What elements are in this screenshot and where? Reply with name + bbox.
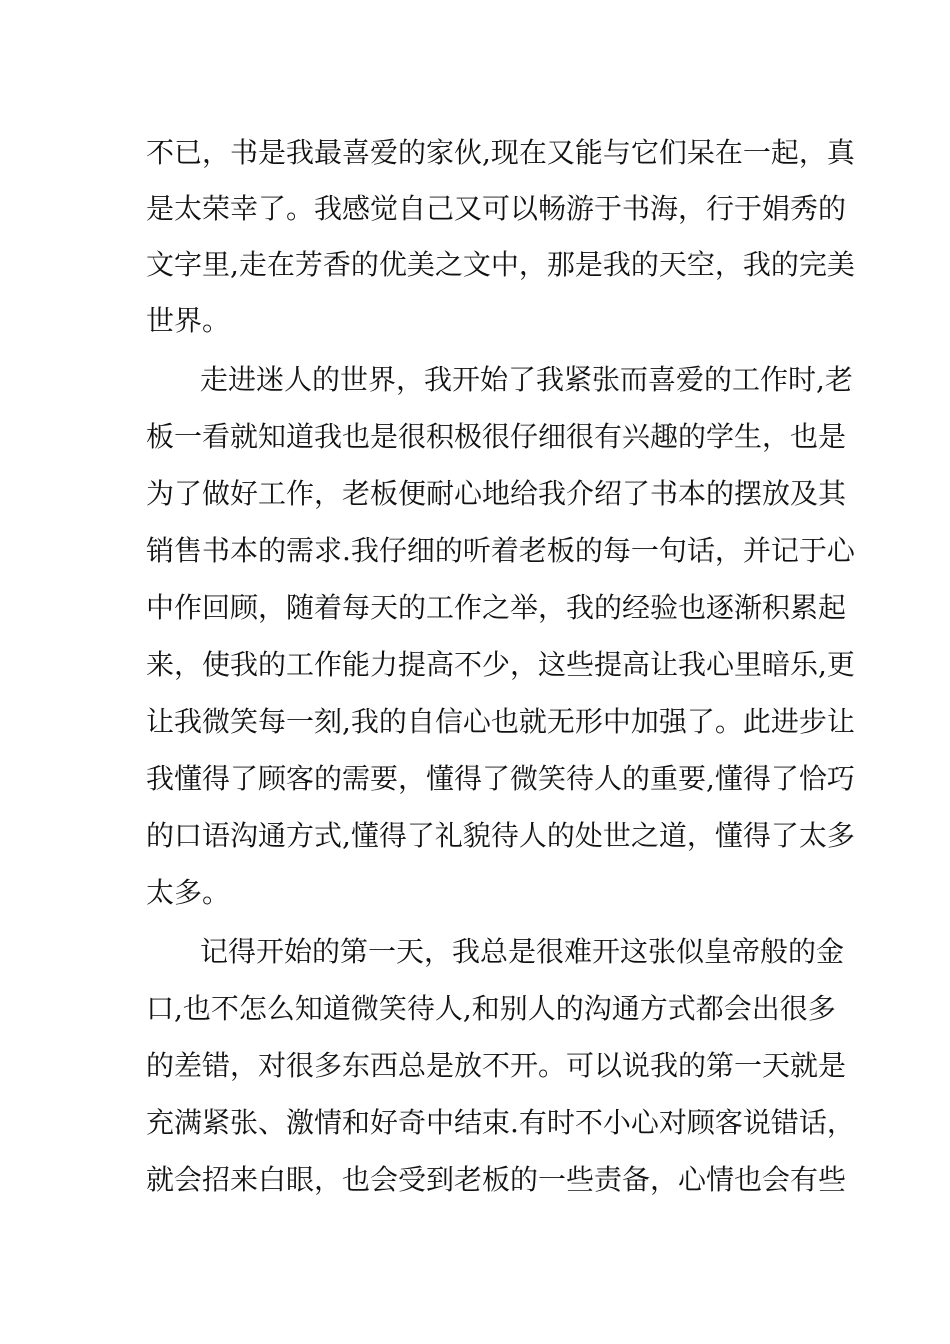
paragraph-first-line: 记得开始的第一天，我总是很难开这张似皇帝般的金 — [200, 935, 845, 968]
text-line: 销售书本的需求.我仔细的听着老板的每一句话，并记于心 — [146, 534, 855, 567]
text-line: 就会招来白眼，也会受到老板的一些责备，心情也会有些 — [146, 1163, 847, 1196]
text-line: 口,也不怎么知道微笑待人,和别人的沟通方式都会出很多 — [146, 992, 836, 1025]
text-line: 板一看就知道我也是很积极很仔细很有兴趣的学生，也是 — [146, 420, 847, 453]
text-line: 为了做好工作，老板便耐心地给我介绍了书本的摆放及其 — [146, 477, 847, 510]
text-line: 的口语沟通方式,懂得了礼貌待人的处世之道，懂得了太多 — [146, 819, 855, 852]
text-line: 不已，书是我最喜爱的家伙,现在又能与它们呆在一起，真 — [146, 136, 855, 169]
text-line: 太多。 — [146, 876, 231, 909]
text-line: 充满紧张、激情和好奇中结束.有时不小心对顾客说错话， — [146, 1106, 855, 1139]
text-line: 来，使我的工作能力提高不少，这些提高让我心里暗乐,更 — [146, 648, 855, 681]
text-line: 是太荣幸了。我感觉自己又可以畅游于书海，行于娟秀的 — [146, 192, 847, 225]
text-line: 让我微笑每一刻,我的自信心也就无形中加强了。此进步让 — [146, 705, 855, 738]
text-line: 的差错，对很多东西总是放不开。可以说我的第一天就是 — [146, 1049, 847, 1082]
text-line: 世界。 — [146, 304, 231, 337]
paragraph-first-line: 走进迷人的世界，我开始了我紧张而喜爱的工作时,老 — [200, 363, 853, 396]
text-line: 我懂得了顾客的需要，懂得了微笑待人的重要,懂得了恰巧 — [146, 762, 855, 795]
text-line: 文字里,走在芳香的优美之文中，那是我的天空，我的完美 — [146, 248, 855, 281]
text-line: 中作回顾，随着每天的工作之举，我的经验也逐渐积累起 — [146, 591, 847, 624]
